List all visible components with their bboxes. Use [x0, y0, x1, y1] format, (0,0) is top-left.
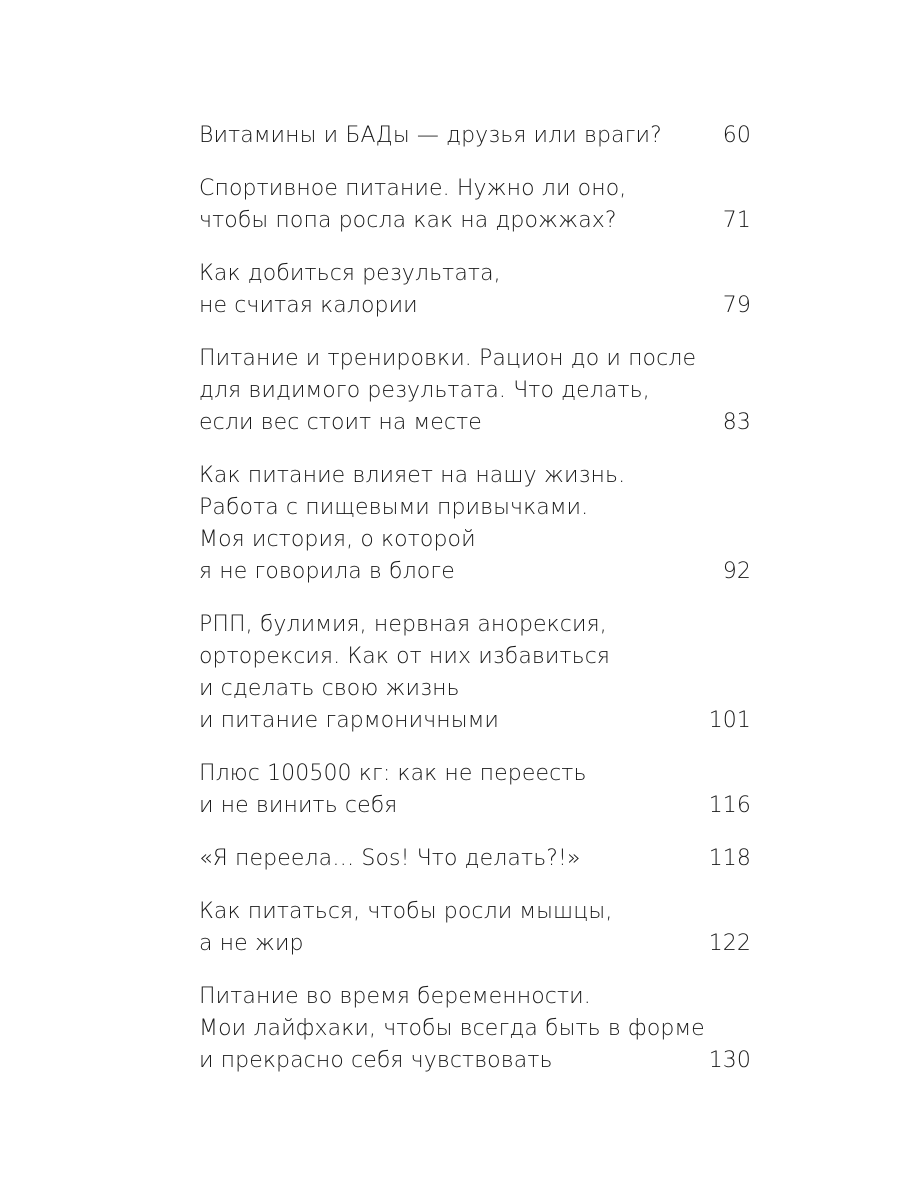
toc-entry-title-line: Как питание влияет на нашу жизнь. [199, 463, 626, 488]
toc-page-number: 60 [722, 123, 751, 148]
toc-entry-title-line: РПП, булимия, нервная анорексия, [199, 612, 607, 637]
toc-page-number: 79 [722, 293, 751, 318]
toc-entry-title [199, 258, 501, 322]
toc-entry [199, 258, 751, 322]
toc-page-number: 83 [722, 410, 751, 435]
toc-page-number: 122 [708, 931, 751, 956]
toc-entry-title-line: и питание гармоничными [199, 708, 500, 733]
toc-entry-title-line: Моя история, о которой [199, 527, 476, 552]
toc-page-number: 71 [722, 208, 751, 233]
toc-entry-title [199, 120, 662, 152]
toc-entry [199, 173, 751, 237]
toc-entry-title [199, 896, 612, 960]
toc-entry [199, 758, 751, 822]
toc-entry [199, 120, 751, 152]
toc-entry-title-line: Спортивное питание. Нужно ли оно, [199, 176, 627, 201]
toc-entry-title-line: «Я переела… Sos! Что делать?!» [199, 846, 581, 871]
toc-entry-title-line: чтобы попа росла как на дрожжах? [199, 208, 617, 233]
toc-entry-title-line: орторексия. Как от них избавиться [199, 644, 611, 669]
toc-entry-title-line: Работа с пищевыми привычками. [199, 495, 589, 520]
toc-page-number: 92 [722, 559, 751, 584]
toc-entry-title-line: Мои лайфхаки, чтобы всегда быть в форме [199, 1016, 705, 1041]
toc-page-number: 130 [708, 1048, 751, 1073]
toc-entry-title [199, 460, 625, 588]
toc-entry-title-line: Как питаться, чтобы росли мышцы, [199, 899, 613, 924]
toc-entry-title-line: я не говорила в блоге [199, 559, 455, 584]
toc-entry [199, 343, 751, 439]
toc-entry-title-line: для видимого результата. Что делать, [199, 378, 650, 403]
toc-entry-title [199, 843, 581, 875]
toc-entry-title-line: и прекрасно себя чувствовать [199, 1048, 553, 1073]
toc-entry-title-line: если вес стоит на месте [199, 410, 482, 435]
toc-entry-title-line: и не винить себя [199, 793, 398, 818]
toc-entry-title-line: и сделать свою жизнь [199, 676, 460, 701]
toc-entry-title-line: а не жир [199, 931, 304, 956]
toc-entry-title [199, 609, 610, 737]
toc-entry-title-line: Питание и тренировки. Рацион до и после [199, 346, 697, 371]
table-of-contents [199, 120, 751, 1098]
toc-entry-title-line: не считая калории [199, 293, 418, 318]
toc-entry-title [199, 173, 626, 237]
toc-entry [199, 609, 751, 737]
toc-entry-title [199, 981, 705, 1077]
toc-page-number: 118 [708, 846, 751, 871]
toc-entry-title [199, 343, 696, 439]
toc-entry-title [199, 758, 587, 822]
toc-entry [199, 843, 751, 875]
toc-entry-title-line: Как добиться результата, [199, 261, 501, 286]
toc-entry [199, 896, 751, 960]
toc-entry-title-line: Витамины и БАДы — друзья или враги? [199, 123, 662, 148]
toc-entry [199, 981, 751, 1077]
toc-entry [199, 460, 751, 588]
toc-entry-title-line: Плюс 100500 кг: как не переесть [199, 761, 587, 786]
toc-page-number: 101 [708, 708, 751, 733]
toc-entry-title-line: Питание во время беременности. [199, 984, 591, 1009]
toc-page-number: 116 [708, 793, 751, 818]
